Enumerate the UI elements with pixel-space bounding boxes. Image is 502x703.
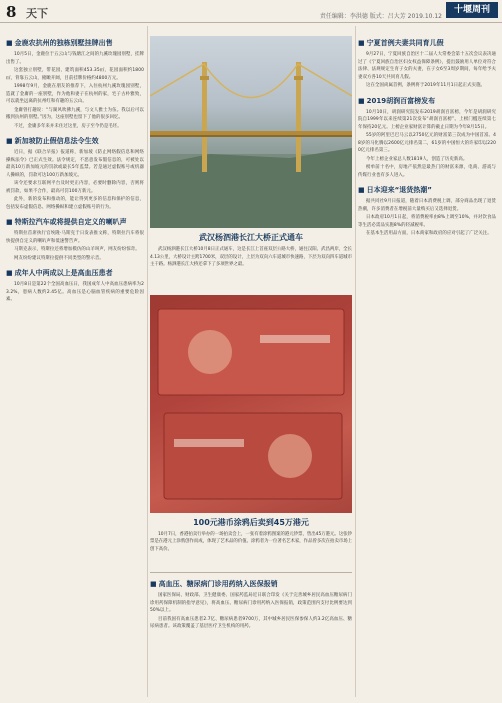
article-headline: ■ 特斯拉汽车或将提供自定义的喇叭声 bbox=[6, 217, 144, 227]
right-column bbox=[358, 36, 496, 244]
article bbox=[6, 136, 144, 211]
article-paragraph: 这在全国尚属首例，条例将于2019年11月1日起正式实施。 bbox=[366, 83, 486, 88]
article bbox=[358, 96, 496, 180]
article-paragraph: 金庸曾打趣说：“与湖风吹拂九溪，与文人雅士为伍。我以后可以搬到抗州的别墅。”因为，这座别墅也留下了他的很多回忆。 bbox=[6, 107, 144, 120]
column-divider bbox=[355, 26, 356, 697]
article-paragraph: 据共同社9月日报道，随着日本消费税上调，部分商品出现了退货热潮，许多消费者在增税前大量购买后又选择退货。 bbox=[358, 199, 496, 212]
banknote-illustration bbox=[150, 295, 352, 513]
article-paragraph: 马斯克表示，特斯拉还将增加模仿的山羊叫声，网友纷纷惊奇。 bbox=[14, 247, 140, 252]
article-paragraph: 近日，据《联合早报》报道称，新加坡《防止网络假信息和网络操纵法令》已正式生效。法令规定，不恶意发布假信息的，可被处以最高10万新加坡元的罚款或最长5年监禁。若是通过虚假账号或机器人操纵的，罚款可达100万新加坡元。 bbox=[6, 150, 144, 178]
section-name: 天下 bbox=[26, 7, 48, 20]
article-headline: ■ 成年人中两成以上是高血压患者 bbox=[6, 268, 144, 278]
middle-column bbox=[150, 36, 352, 553]
article-paragraph: 此外，新的发布和推动的，能让得到更多的信息和保护的信息，包括发布虚假信息、网络操纵和建立虚假账号的行为。 bbox=[6, 197, 144, 210]
middle-divider bbox=[150, 572, 352, 573]
article-paragraph: 目前我国有高血压患者2.7亿、糖尿病患者9700万，其中城乡居民医保参保人约3.2亿高血压、糖尿病患者。该政策覆盖了基层医疗卫生机构的用药。 bbox=[150, 616, 352, 629]
article-paragraph: 10月8日是第22个全国高血压日，我国成年人中高血压患病率为23.2%，患病人数约2.45亿。高血压是心脑血管疾病的重要危险因素。 bbox=[6, 282, 144, 302]
page-header bbox=[0, 0, 502, 23]
left-column bbox=[6, 36, 144, 310]
column-divider bbox=[147, 26, 148, 697]
article-headline: ■ 2019胡润百富榜发布 bbox=[358, 96, 496, 106]
article-paragraph: 特斯拉首席执行官埃隆·马斯克于日发表推文称，特斯拉汽车将很快提供自定义的喇叭声和低速警告声。 bbox=[6, 231, 144, 244]
article-paragraph: 今年上榜企业家总人数1819人，创造了历史新高。 bbox=[366, 156, 468, 162]
article-headline: ■ 新加坡防止假信息法令生效 bbox=[6, 136, 144, 146]
article-paragraph: 榜单前十名中，房地产依然是最热门的财富来源，电商、游戏与传媒行业也有多人进入。 bbox=[358, 165, 496, 178]
publication-logo: 十堰周刊 bbox=[446, 2, 498, 18]
page-number: 8 bbox=[6, 3, 17, 21]
middle-bottom-article bbox=[150, 577, 352, 632]
article-paragraph: 55岁的阿里巴巴马云以2750亿元的财富第三次成为中国首富。48岁的马化腾以2600亿元排名第二，61岁的中国恒大的许家印以2200亿元排名第三。 bbox=[358, 133, 496, 153]
article-paragraph: 网友纷纷建议特斯拉提供不同类型的警示音。 bbox=[14, 255, 104, 261]
article bbox=[358, 38, 496, 90]
article-paragraph: 1998年9月，金鹿在朋友的推荐下，入住杭州九溪玫瑰园别墅，造就了金庸的一座别墅，作为他和妻子在杭州的家，宅子古朴雅致，可以就坐远离的抗州红和有趣的五云山。 bbox=[6, 84, 144, 104]
article-paragraph: 9月27日，宁夏回族自治区十二届人大常委会第十五次会议表决通过了《宁夏回族自治区妇女权益保障条例》，提出鼓励用人单位对符合法律、法规规定生育子女的夫妻，在子女6至3周岁期间，每年给予夫妻双方各10天共同育儿假。 bbox=[358, 52, 496, 80]
editor-line: 责任编辑：李洪德 版式：吕大芳 2019.10.12 bbox=[319, 13, 442, 20]
article-paragraph: 10月10日，胡润研究院发布2019胡润百富榜，今年是胡润研究院自1999年以来连续第21次发布“胡润百富榜”。上榜门槛连续第七年保持20亿元。上榜企业家财富计算的截止日期为今年8月15日。 bbox=[358, 109, 496, 130]
article-paragraph: 不过，金庸多年来并未住过这里，房子至今仍是毛坯。 bbox=[14, 123, 122, 129]
article-paragraph: 日本政府10月1日起，将消费税率由8%上调至10%，并对饮食品等生活必需品实施8%的轻减税率。 bbox=[358, 215, 496, 228]
banknote-photo bbox=[150, 295, 352, 513]
article-headline: ■ 金鹿农抗州的独栋别墅挂牌出售 bbox=[6, 38, 144, 48]
banknote-article-text: 10月7日，香港拍卖行举办的一场拍卖会上，一张有着涂鸦图案的港元钞票，售出45万港元。这张钞票是在港元上涂鸦创作而成，体现了艺术品的价值。涂鸦者为一位著名艺术家，作品曾多次在拍卖市场上创下高价。 bbox=[150, 531, 352, 552]
article bbox=[6, 217, 144, 262]
article-paragraph: 这套独立别墅，带花园，建筑面积453.35㎡，花园面积约1800㎡，背靠五云山，俯瞰开阔，目前挂牌价格约4800万元。 bbox=[6, 68, 144, 81]
article-headline: ■ 宁夏首例夫妻共同育儿假 bbox=[358, 38, 496, 48]
article bbox=[6, 38, 144, 130]
article-paragraph: 在基本生活用品方面，日本商家和政府的应对引起了广泛关注。 bbox=[366, 231, 492, 236]
article bbox=[6, 268, 144, 304]
article-headline: ■ 高血压、糖尿病门诊用药纳入医保报销 bbox=[150, 579, 352, 589]
banknote-caption: 100元港币涂鸦后卖到45万港元 bbox=[193, 517, 309, 527]
article-paragraph: 国家医保局、财政部、卫生健康委、国家药监局近日联合印发《关于完善城乡居民高血压糖尿病门诊用药保障机制的指导意见》，将高血压、糖尿病门诊用药纳入医保报销，政策范围内支付比例要达到50%以上。 bbox=[150, 593, 352, 613]
bridge-article-text: 武汉杨泗港长江大桥10月8日正式通车，这是长江上首座双层公路大桥，通往汉阳、武昌两岸，全长4.13公里，大桥设计主跨1700米，双层的设计，上层为双向六车道城市快速路，下层为双向四车道城市主干路。杨泗港长江大桥还拿下了多项世界之最。 bbox=[150, 247, 352, 267]
bridge-caption: 武汉杨泗港长江大桥正式通车 bbox=[199, 233, 303, 242]
bridge-illustration bbox=[150, 36, 352, 228]
bridge-photo bbox=[150, 36, 352, 228]
article-headline: ■ 日本迎来“退货热潮” bbox=[358, 185, 496, 195]
article-paragraph: 该令还要求互联网平台及时更正内容，必要时删除内容，否则将被罚款，如果不合作，最高可罚100万新元。 bbox=[6, 181, 144, 194]
article-paragraph: 10月5日，金鹿位于五云山与钱塘江之间的九溪玫瑰园别墅，挂牌出售了。 bbox=[6, 52, 144, 65]
article bbox=[358, 185, 496, 238]
